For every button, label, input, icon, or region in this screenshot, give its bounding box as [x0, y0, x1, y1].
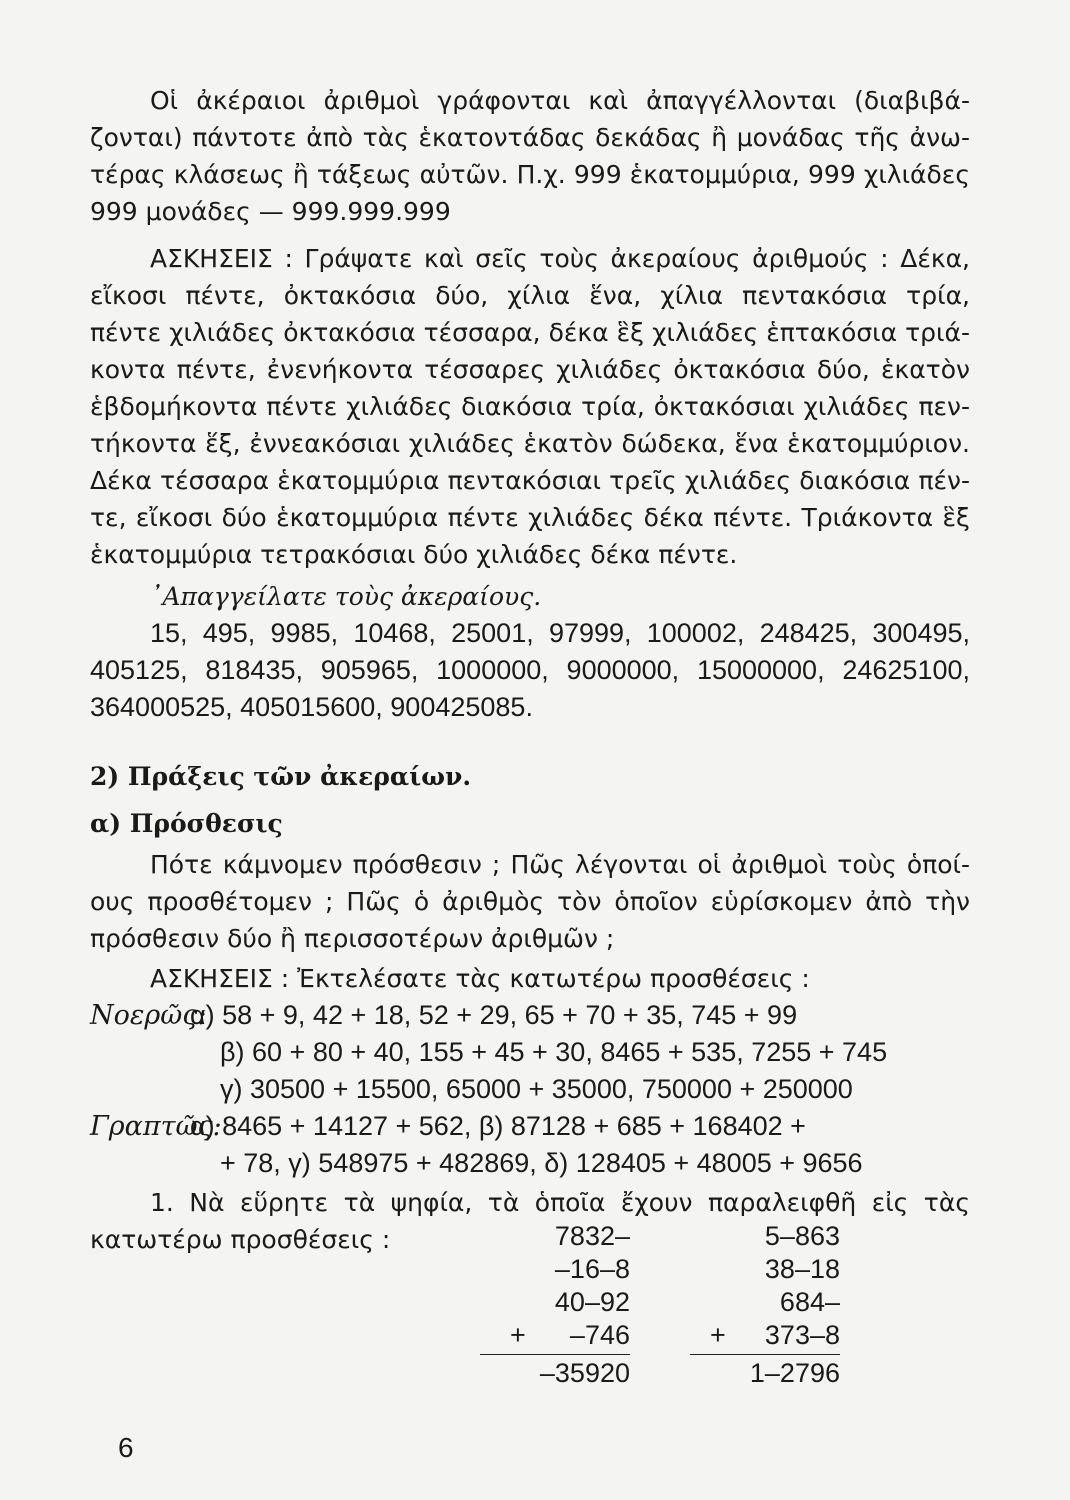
- intro-line: τέρας κλάσεως ἢ τάξεως αὐτῶν. Π.χ. 999 ἑκατομμύρια, 999 χιλιάδες: [90, 160, 970, 189]
- exercise1-line: ἑβδομήκοντα πέντε χιλιάδες διακόσια τρία, ὀκτακόσιαι χιλιάδες πεν-: [90, 392, 970, 421]
- number-line: 405125, 818435, 905965, 1000000, 9000000, 15000000, 24625100,: [90, 655, 970, 685]
- addition-problem-1: [480, 1220, 630, 1390]
- question-paragraph: [90, 846, 970, 957]
- addition-problem-2: [690, 1220, 840, 1390]
- sum-rule: [690, 1354, 840, 1355]
- written-line: [90, 1145, 970, 1182]
- addend-row: –16–8: [554, 1254, 630, 1284]
- exercise1-line: ἑκατομμύρια τετρακόσιαι δύο χιλιάδες δέκα πέντε.: [90, 540, 738, 569]
- number-line: 15, 495, 9985, 10468, 25001, 97999, 100002, 248425, 300495,: [150, 618, 970, 648]
- exercise1-line: τε, εἴκοσι δύο ἑκατομμύρια πέντε χιλιάδες δέκα πέντε. Τριάκοντα ἓξ: [90, 503, 970, 532]
- exercise1-line: ΑΣΚΗΣΕΙΣ : Γράψατε καὶ σεῖς τοὺς ἀκεραίους ἀριθμούς : Δέκα,: [150, 244, 970, 273]
- exercise2-block: [90, 960, 970, 1182]
- addend-row: 5–863: [764, 1221, 840, 1251]
- addend-row: 684–: [779, 1287, 840, 1317]
- mental-label: Νοερῶς:: [90, 1000, 207, 1031]
- intro-line: ζονται) πάντοτε ἀπὸ τὰς ἑκατοντάδας δεκάδας ἢ μονάδας τῆς ἀνω-: [90, 123, 970, 152]
- section-headings: [90, 758, 970, 842]
- mental-line: [90, 1034, 970, 1071]
- intro-paragraph: [90, 82, 970, 230]
- mental-line: [90, 997, 970, 1034]
- mental-item: α) 58 + 9, 42 + 18, 52 + 29, 65 + 70 + 35, 745 + 99: [190, 1000, 798, 1030]
- subsection-title: α) Πρόσθεσις: [90, 809, 283, 838]
- exercise1-line: εἴκοσι πέντε, ὀκτακόσια δύο, χίλια ἕνα, χίλια πεντακόσια τρία,: [90, 281, 970, 310]
- plus-sign: +: [710, 1320, 726, 1350]
- sum-result: –35920: [539, 1358, 630, 1388]
- digits-task-line: 1. Νὰ εὕρητε τὰ ψηφία, τὰ ὁποῖα ἔχουν παραλειφθῆ εἰς τὰς: [150, 1188, 970, 1217]
- sum-result: 1–2796: [749, 1358, 840, 1388]
- mental-line: [90, 1071, 970, 1108]
- exercise1-line: κοντα πέντε, ἐνενήκοντα τέσσαρες χιλιάδες ὀκτακόσια δύο, ἑκατὸν: [90, 355, 970, 384]
- intro-line: 999 μονάδες — 999.999.999: [90, 197, 451, 226]
- mental-item: γ) 30500 + 15500, 65000 + 35000, 750000 + 250000: [220, 1074, 853, 1104]
- addend-row: 373–8: [764, 1320, 840, 1350]
- announce-block: [90, 578, 970, 726]
- exercise1-line: πέντε χιλιάδες ὀκτακόσια τέσσαρα, δέκα ἓξ χιλιάδες ἑπτακόσια τριά-: [90, 318, 970, 347]
- exercise1-paragraph: [90, 240, 970, 573]
- written-item: + 78, γ) 548975 + 482869, δ) 128405 + 48005 + 9656: [220, 1148, 863, 1178]
- digits-task-line: κατωτέρω προσθέσεις :: [90, 1225, 391, 1254]
- written-label: Γραπτῶς:: [90, 1111, 222, 1142]
- addend-row: –746: [569, 1320, 630, 1350]
- addend-row: 40–92: [554, 1287, 630, 1317]
- exercise1-line: Δέκα τέσσαρα ἑκατομμύρια πεντακόσιαι τρεῖς χιλιάδες διακόσια πέν-: [90, 466, 970, 495]
- written-line: [90, 1108, 970, 1145]
- addend-row: 7832–: [554, 1221, 630, 1251]
- exercise2-intro: ΑΣΚΗΣΕΙΣ : Ἐκτελέσατε τὰς κατωτέρω προσθέσεις :: [150, 964, 810, 993]
- intro-line: Οἱ ἀκέραιοι ἀριθμοὶ γράφονται καὶ ἀπαγγέλλονται (διαβιβά-: [150, 86, 970, 115]
- mental-item: β) 60 + 80 + 40, 155 + 45 + 30, 8465 + 535, 7255 + 745: [220, 1037, 888, 1067]
- number-line: 364000525, 405015600, 900425085.: [90, 692, 533, 722]
- sum-rule: [480, 1354, 630, 1355]
- addend-row-last: [480, 1319, 630, 1352]
- section-title: 2) Πράξεις τῶν ἀκεραίων.: [90, 762, 472, 791]
- plus-sign: +: [510, 1320, 526, 1350]
- addend-row: 38–18: [764, 1254, 840, 1284]
- announce-heading: ᾿Απαγγείλατε τοὺς ἀκεραίους.: [150, 582, 542, 611]
- question-line: Πότε κάμνομεν πρόσθεσιν ; Πῶς λέγονται οἱ ἀριθμοὶ τοὺς ὁποί-: [150, 850, 970, 879]
- written-item: α) 8465 + 14127 + 562, β) 87128 + 685 + 168402 +: [190, 1111, 806, 1141]
- exercise1-line: τήκοντα ἕξ, ἐννεακόσιαι χιλιάδες ἑκατὸν δώδεκα, ἕνα ἑκατομμύριον.: [90, 429, 970, 458]
- addend-row-last: [690, 1319, 840, 1352]
- page-number: 6: [118, 1432, 134, 1463]
- question-line: πρόσθεσιν δύο ἢ περισσοτέρων ἀριθμῶν ;: [90, 924, 615, 953]
- question-line: ους προσθέτομεν ; Πῶς ὁ ἀριθμὸς τὸν ὁποῖον εὑρίσκομεν ἀπὸ τὴν: [90, 887, 970, 916]
